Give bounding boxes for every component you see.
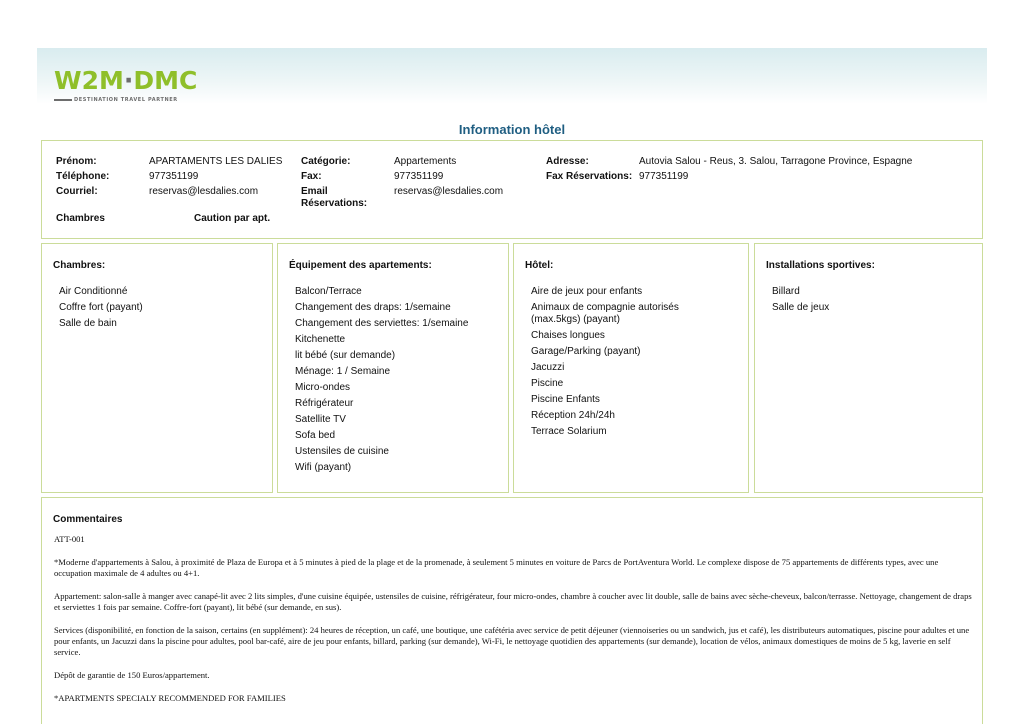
list-item: Wifi (payant) xyxy=(295,462,352,473)
categorie-value: Appartements xyxy=(394,156,457,167)
list-item: Terrace Solarium xyxy=(531,426,607,437)
logo-tagline: DESTINATION TRAVEL PARTNER xyxy=(74,97,178,103)
list-item: Chaises longues xyxy=(531,330,605,341)
adresse-value: Autovia Salou - Reus, 3. Salou, Tarragone Province, Espagne xyxy=(639,156,913,167)
comment-paragraph: *Moderne d'appartements à Salou, à proximité de Plaza de Europa et à 5 minutes à pied de la plage et de la promenade, à seulement 5 minutes en voiture de Parcs de PortAventura World. Le complexe dispose de 75 appartements de différents types, avec une occupation maximale de 4 adultes ou 4+1. xyxy=(54,557,939,578)
w2m-dmc-logo xyxy=(54,68,214,104)
fax-label: Fax: xyxy=(301,171,322,182)
logo-w2m: W2M xyxy=(54,66,124,95)
categorie-label: Catégorie: xyxy=(301,156,351,167)
list-item: Changement des draps: 1/semaine xyxy=(295,302,451,313)
list-item: lit bébé (sur demande) xyxy=(295,350,396,361)
comment-paragraph: Dépôt de garantie de 150 Euros/appartement. xyxy=(54,670,210,680)
comment-paragraph: Appartement: salon-salle à manger avec canapé-lit avec 2 lits simples, d'une cuisine équipée, ustensiles de cuisine, réfrigérateur, four micro-ondes, chambre à coucher avec lit double, salle de bains avec sèche-cheveux, balcon/terrasse. Nettoyage, changement de draps et serviettes 1 fois par semaine. Coffre-fort (payant), lit bébé (sur demande, en sus). xyxy=(54,591,972,612)
courriel-label: Courriel: xyxy=(56,186,98,197)
list-item: Air Conditionné xyxy=(59,286,128,297)
list-item: Coffre fort (payant) xyxy=(59,302,143,313)
caution-label: Caution par apt. xyxy=(194,213,271,224)
email-reservations-label-line2: Réservations: xyxy=(301,198,368,209)
email-reservations-value: reservas@lesdalies.com xyxy=(394,186,504,197)
hotel-info-box xyxy=(41,140,983,239)
page-title: Information hôtel xyxy=(458,122,566,137)
chambres-column xyxy=(41,243,273,493)
list-item: Micro-ondes xyxy=(295,382,351,393)
logo-dmc: DMC xyxy=(133,66,198,95)
installations-sportives-column xyxy=(754,243,983,493)
logo-wordmark xyxy=(54,68,214,94)
equipement-column xyxy=(277,243,509,493)
hotel-column xyxy=(513,243,749,493)
list-item: Jacuzzi xyxy=(531,362,565,373)
list-item: Aire de jeux pour enfants xyxy=(531,286,643,297)
hotel-list xyxy=(531,286,681,442)
telephone-value: 977351199 xyxy=(149,171,199,182)
prenom-label: Prénom: xyxy=(56,156,97,167)
logo-underline xyxy=(54,99,72,101)
list-item: Ustensiles de cuisine xyxy=(295,446,389,457)
list-item: Salle de bain xyxy=(59,318,117,329)
courriel-value: reservas@lesdalies.com xyxy=(149,186,259,197)
list-item: Réfrigérateur xyxy=(295,398,354,409)
list-item: Balcon/Terrace xyxy=(295,286,362,297)
list-item: Kitchenette xyxy=(295,334,346,345)
comments-title: Commentaires xyxy=(53,514,123,525)
list-item: Réception 24h/24h xyxy=(531,410,615,421)
comment-paragraph: ATT-001 xyxy=(54,534,85,544)
comments-box xyxy=(41,497,983,724)
list-item: Piscine Enfants xyxy=(531,394,600,405)
fax-reservations-value: 977351199 xyxy=(639,171,689,182)
list-item: Changement des serviettes: 1/semaine xyxy=(295,318,469,329)
comment-paragraph: Services (disponibilité, en fonction de la saison, certains (en supplément): 24 heures de réception, un café, une boutique, une cafétéria avec service de petit déjeuner (viennoiseries ou un sandwich, jus et café), les distributeurs automatiques, piscine pour adultes et une pour enfants, un Jacuzzi dans la piscine pour adultes, pool bar-café, aire de jeu pour enfants, billard, parking (sur demande), Wi-Fi, le nettoyage quotidien des appartements (sur demande), location de vélos, animaux domestiques de moins de 5 kg, laverie en self service. xyxy=(54,625,970,657)
list-item: Salle de jeux xyxy=(772,302,830,313)
column-title: Hôtel: xyxy=(525,260,554,271)
header-band xyxy=(37,48,987,104)
fax-value: 977351199 xyxy=(394,171,444,182)
prenom-value: APARTAMENTS LES DALIES xyxy=(149,156,283,167)
installations-list xyxy=(772,286,829,318)
adresse-label: Adresse: xyxy=(546,156,589,167)
list-item: Satellite TV xyxy=(295,414,346,425)
column-title: Chambres: xyxy=(53,260,106,271)
column-title: Équipement des apartements: xyxy=(289,260,432,271)
logo-dot: · xyxy=(123,66,134,95)
list-item: Animaux de compagnie autorisés (max.5kgs) (payant) xyxy=(531,302,679,325)
fax-reservations-label: Fax Réservations: xyxy=(546,171,633,182)
list-item: Garage/Parking (payant) xyxy=(531,346,641,357)
comment-paragraph: *APARTMENTS SPECIALY RECOMMENDED FOR FAMILIES xyxy=(54,693,286,703)
chambres-list xyxy=(59,286,143,334)
comments-body xyxy=(54,534,972,716)
column-title: Installations sportives: xyxy=(766,260,875,271)
telephone-label: Téléphone: xyxy=(56,171,110,182)
equipement-list xyxy=(295,286,468,478)
list-item: Billard xyxy=(772,286,800,297)
list-item: Piscine xyxy=(531,378,564,389)
email-reservations-label-line1: Email xyxy=(301,186,328,197)
chambres-label: Chambres xyxy=(56,213,105,224)
list-item: Ménage: 1 / Semaine xyxy=(295,366,391,377)
list-item: Sofa bed xyxy=(295,430,336,441)
